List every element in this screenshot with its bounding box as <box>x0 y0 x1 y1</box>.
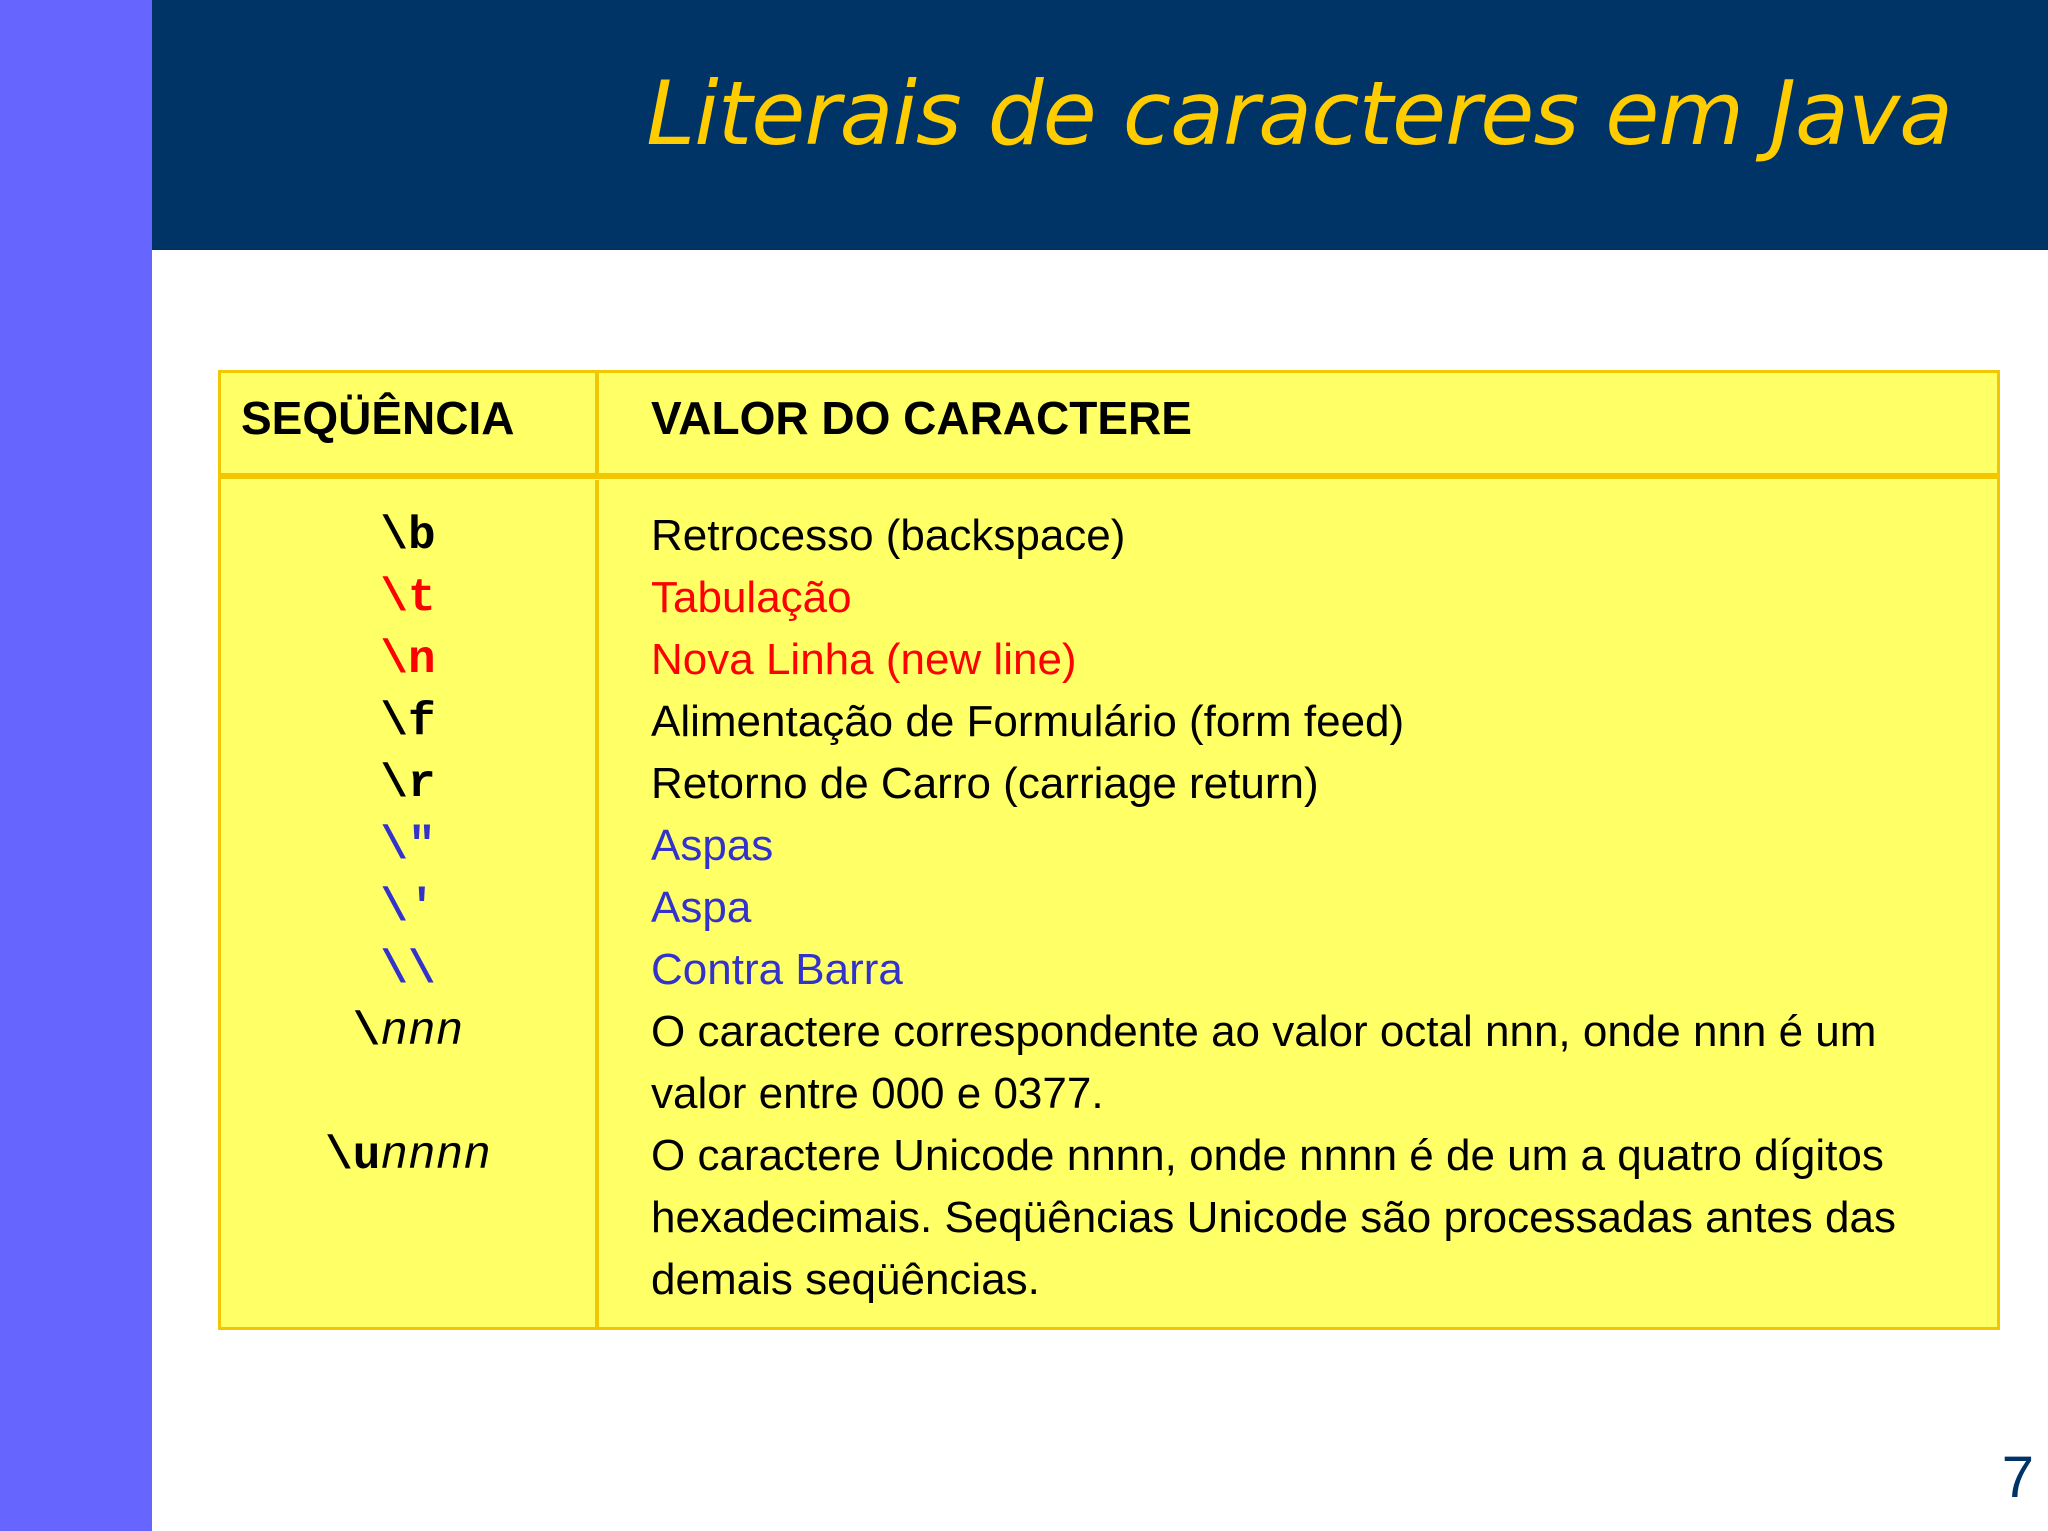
sequence-code: \n <box>380 634 436 686</box>
description-cell: Aspas <box>651 821 774 870</box>
slide-title: Literais de caracteres em Java <box>646 62 1952 165</box>
table-row <box>221 753 1997 815</box>
description-cell: Aspa <box>651 883 752 932</box>
sequence-cell <box>221 691 595 753</box>
column-header-sequence: SEQÜÊNCIA <box>241 392 515 444</box>
table-row <box>221 1125 1997 1311</box>
description-cell: Retorno de Carro (carriage return) <box>651 759 1319 808</box>
escape-sequence-table <box>218 370 2000 1330</box>
sequence-code: \\ <box>380 944 436 996</box>
table-row <box>221 691 1997 753</box>
header-divider <box>221 473 1997 480</box>
table-row <box>221 629 1997 691</box>
sequence-code: \f <box>380 696 436 748</box>
table-row <box>221 505 1997 567</box>
table-row <box>221 877 1997 939</box>
sequence-code: \ <box>352 1006 381 1058</box>
description-cell: Tabulação <box>651 573 852 622</box>
sequence-variable: nnnn <box>380 1130 491 1182</box>
sequence-cell <box>221 567 595 629</box>
description-cell: Alimentação de Formulário (form feed) <box>651 697 1405 746</box>
left-accent-bar <box>0 0 152 1531</box>
sequence-cell <box>221 1125 595 1187</box>
sequence-code: \r <box>380 758 436 810</box>
description-cell: Retrocesso (backspace) <box>651 511 1126 560</box>
sequence-cell <box>221 815 595 877</box>
table-row <box>221 815 1997 877</box>
sequence-cell <box>221 877 595 939</box>
table-row <box>221 1001 1997 1125</box>
sequence-code: \" <box>380 820 436 872</box>
sequence-code: \b <box>380 510 436 562</box>
table-rows <box>221 505 1997 1311</box>
sequence-cell <box>221 1001 595 1063</box>
sequence-code: \u <box>325 1130 381 1182</box>
table-row <box>221 567 1997 629</box>
sequence-variable: nnn <box>380 1006 464 1058</box>
description-cell: Nova Linha (new line) <box>651 635 1077 684</box>
sequence-cell <box>221 753 595 815</box>
description-cell: O caractere Unicode nnnn, onde nnnn é de um a quatro dígitos hexadecimais. Seqüências Unicode são processadas antes das demais seqüências. <box>651 1131 1896 1304</box>
table-row <box>221 939 1997 1001</box>
sequence-code: \t <box>380 572 436 624</box>
description-cell: Contra Barra <box>651 945 903 994</box>
page-number: 7 <box>2001 1445 2034 1510</box>
column-header-value: VALOR DO CARACTERE <box>651 392 1192 444</box>
description-cell: O caractere correspondente ao valor octal nnn, onde nnn é um valor entre 000 e 0377. <box>651 1007 1877 1118</box>
sequence-code: \' <box>380 882 436 934</box>
sequence-cell <box>221 629 595 691</box>
slide-header <box>152 0 2048 250</box>
sequence-cell <box>221 505 595 567</box>
sequence-cell <box>221 939 595 1001</box>
